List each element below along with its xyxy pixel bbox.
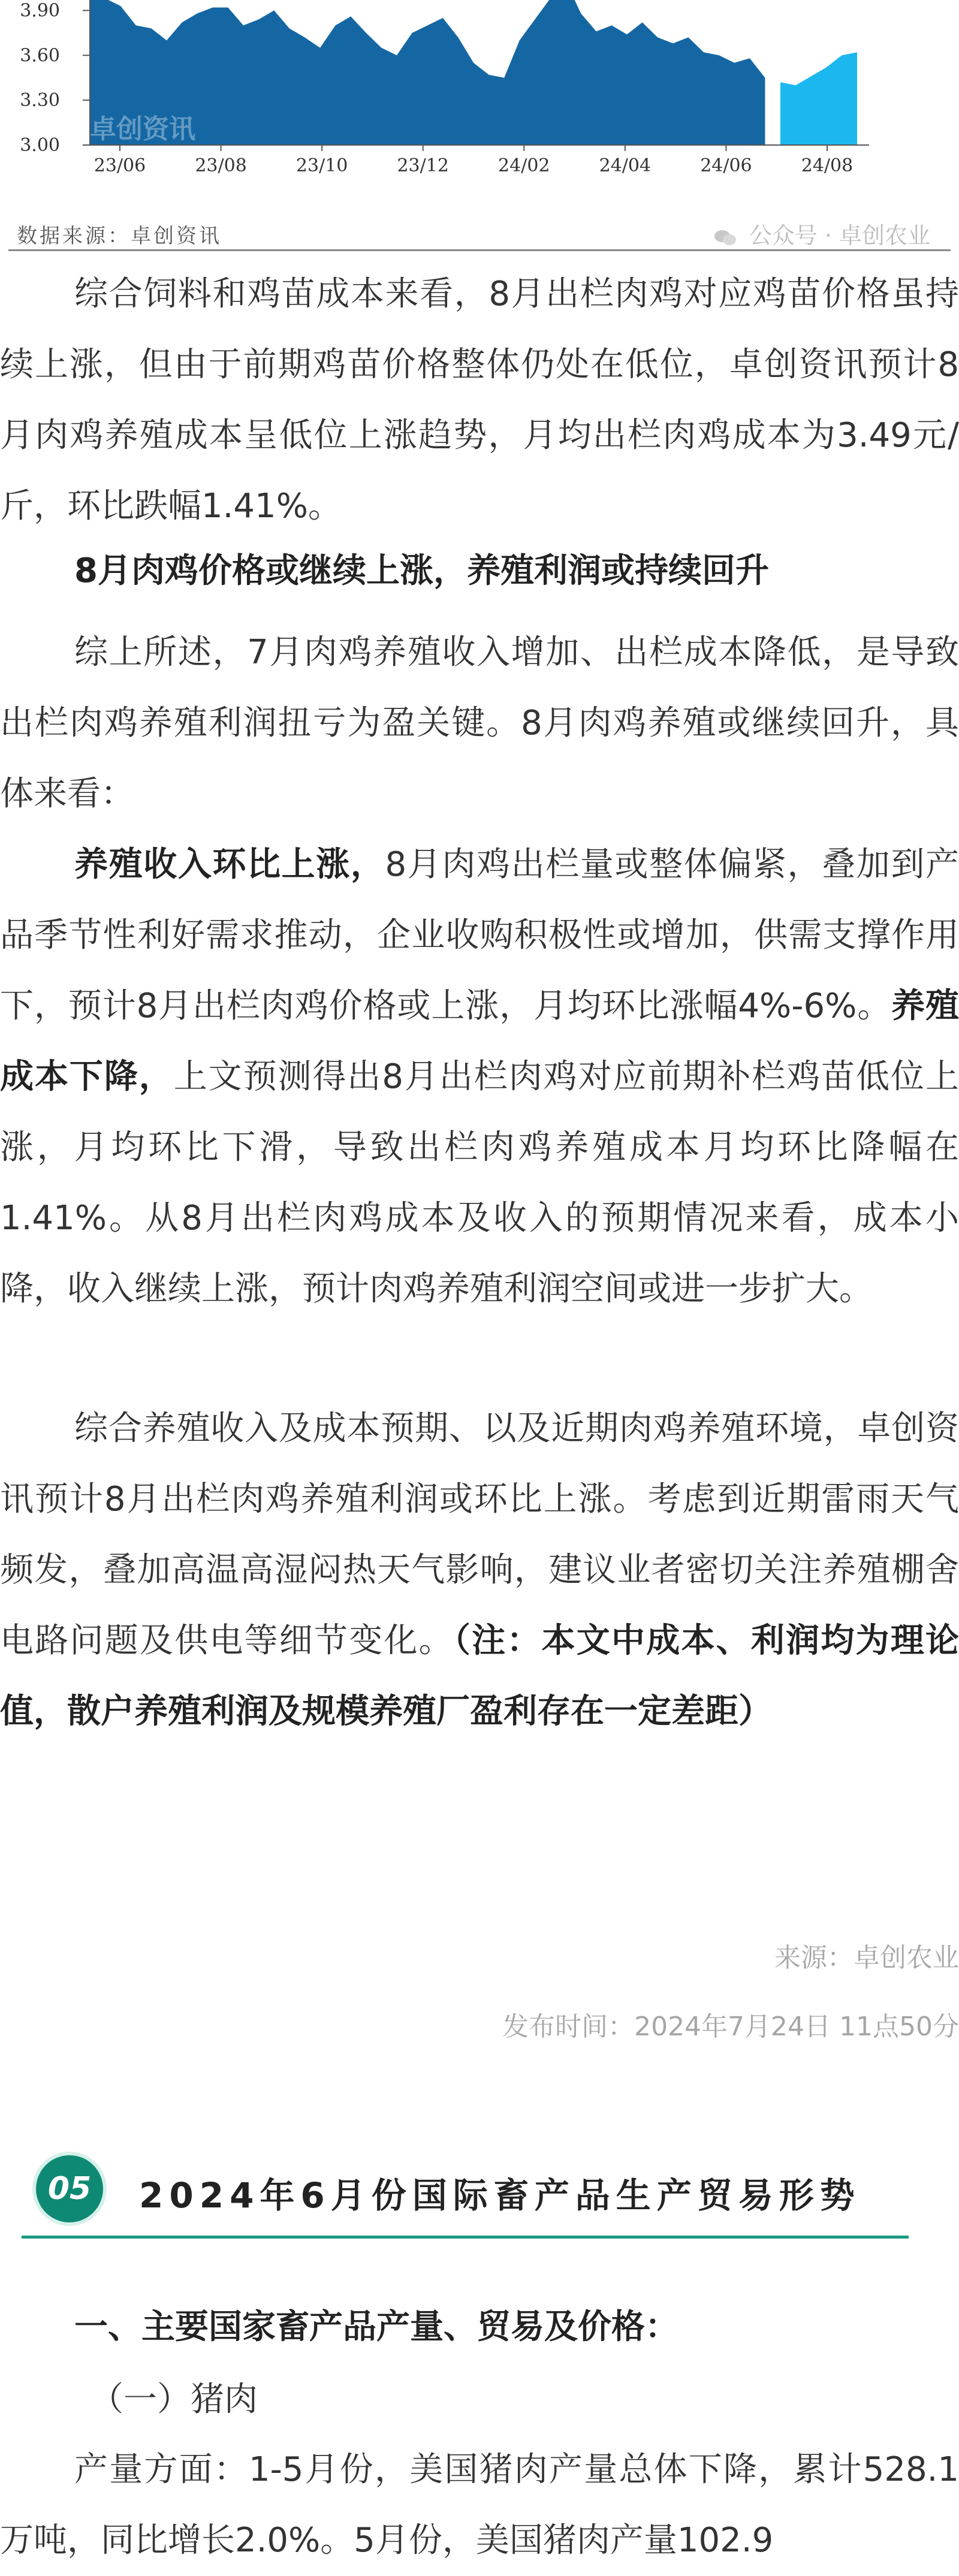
paragraph-pork-output: 产量方面：1-5月份，美国猪肉产量总体下降，累计528.1万吨，同比增长2.0%。5月份，美国猪肉产量102.9 xyxy=(0,2450,959,2560)
section-number-badge xyxy=(32,2152,107,2226)
chart-source-row xyxy=(0,215,959,251)
x-tick-label: 24/04 xyxy=(599,155,652,176)
y-tick-label: 3.60 xyxy=(20,45,60,67)
text-income: 8月肉鸡出栏量或整体偏紧，叠加到产品季节性利好需求推动，企业收购积极性或增加，供需支撑作用下，预计8月出栏肉鸡价格或上涨，月均环比涨幅4%-6%。 xyxy=(0,845,959,1025)
bold-cost-down: 养殖成本下降， xyxy=(0,987,959,1096)
text-cost: 上文预测得出8月出栏肉鸡对应前期补栏鸡苗低位上涨，月均环比下滑，导致出栏肉鸡养殖成本月均环比降幅在1.41%。从8月出栏肉鸡成本及收入的预期情况来看，成本小降，收入继续上涨，预计肉鸡养殖利润空间或进一步扩大。 xyxy=(0,1057,959,1308)
subheading-major-countries: 一、主要国家畜产品产量、贸易及价格： xyxy=(74,2307,678,2346)
publish-time: 发布时间：2024年7月24日 11点50分 xyxy=(502,2011,959,2042)
chart-source: 数据来源：卓创资讯 xyxy=(17,224,222,248)
x-tick-label: 24/08 xyxy=(801,155,854,176)
bold-income-up: 养殖收入环比上涨， xyxy=(74,845,385,884)
x-tick-label: 23/12 xyxy=(397,155,449,176)
section-title: 2024年6月份国际畜产品生产贸易形势 xyxy=(139,2175,861,2216)
wechat-watermark-text: 公众号 · 卓创农业 xyxy=(749,222,930,249)
chart-watermark: 卓创资讯 xyxy=(90,114,195,144)
subheading-price-outlook: 8月肉鸡价格或继续上涨，养殖利润或持续回升 xyxy=(74,551,769,590)
chart-divider xyxy=(8,249,951,251)
x-tick-label: 24/02 xyxy=(498,155,550,176)
paragraph-cost-summary: 综合饲料和鸡苗成本来看，8月出栏肉鸡对应鸡苗价格虽持续上涨，但由于前期鸡苗价格整体仍处在低位，卓创资讯预计8月肉鸡养殖成本呈低位上涨趋势，月均出栏肉鸡成本为3.49元/斤，环比跌幅1.41%。 xyxy=(0,275,959,526)
wechat-icon xyxy=(713,228,737,246)
paragraph-profit-forecast xyxy=(0,1393,959,1747)
x-tick-label: 23/10 xyxy=(295,155,348,176)
subheading-pork: （一）猪肉 xyxy=(90,2380,258,2419)
text-profit: 综合养殖收入及成本预期、以及近期肉鸡养殖环境，卓创资讯预计8月出栏肉鸡养殖利润或环比上涨。考虑到近期雷雨天气频发，叠加高温高湿闷热天气影响，建议业者密切关注养殖棚舍电路问题及供电等细节变化。 xyxy=(0,1409,959,1660)
x-tick-label: 23/06 xyxy=(94,155,146,176)
chart-canvas xyxy=(0,0,959,216)
article-source: 来源：卓创农业 xyxy=(774,1942,959,1973)
paragraph-conclusion: 综上所述，7月肉鸡养殖收入增加、出栏成本降低，是导致出栏肉鸡养殖利润扭亏为盈关键。8月肉鸡养殖或继续回升，具体来看： xyxy=(0,633,959,813)
x-tick-label: 23/08 xyxy=(195,155,247,176)
paragraph-income-cost xyxy=(0,829,959,1325)
x-tick-label: 24/06 xyxy=(700,155,752,176)
section-header xyxy=(22,2152,921,2242)
section-divider xyxy=(22,2236,909,2239)
y-tick-label: 3.30 xyxy=(20,90,60,111)
y-tick-label: 3.00 xyxy=(20,135,60,156)
area-forecast xyxy=(780,52,857,145)
bold-note: （注：本文中成本、利润均为理论值，散户养殖利润及规模养殖厂盈利存在一定差距） xyxy=(0,1621,959,1731)
price-chart xyxy=(0,0,959,252)
wechat-watermark xyxy=(713,217,930,250)
y-tick-label: 3.90 xyxy=(20,0,60,22)
section-number: 05 xyxy=(47,2171,92,2207)
